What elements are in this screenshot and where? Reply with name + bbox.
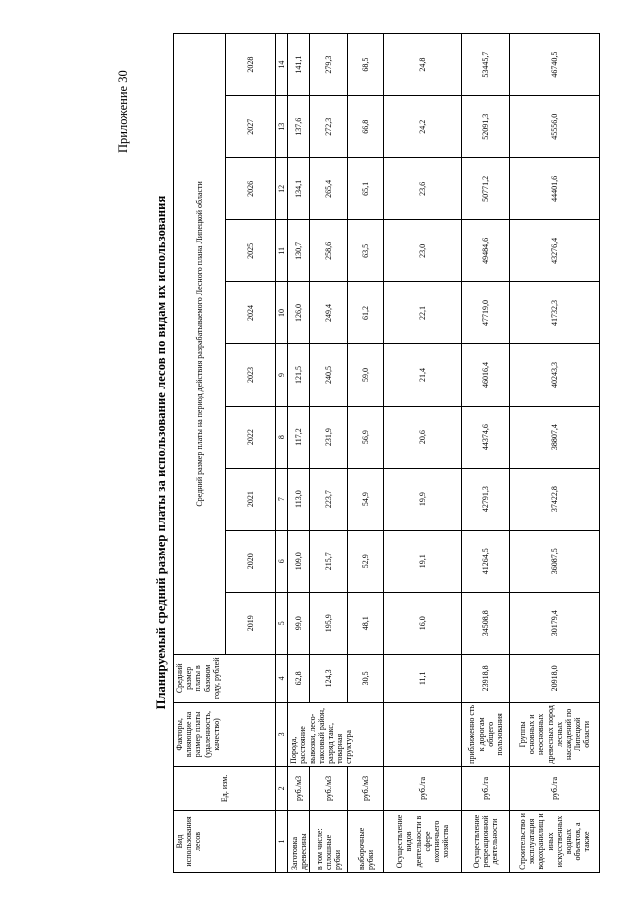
row-year-value: 231,9 xyxy=(310,406,348,468)
table-row-reservoirs xyxy=(510,34,600,873)
year-header: 2024 xyxy=(226,282,276,344)
row-year-value: 19,9 xyxy=(384,468,462,530)
row-use-type: в том числе: сплошные рубки xyxy=(310,810,348,872)
row-year-value: 19,1 xyxy=(384,530,462,592)
row-year-value: 46740,5 xyxy=(510,34,600,96)
row-factor xyxy=(384,702,462,766)
year-header: 2026 xyxy=(226,158,276,220)
year-header: 2027 xyxy=(226,96,276,158)
row-year-value: 53445,7 xyxy=(462,34,510,96)
row-year-value: 130,7 xyxy=(288,220,310,282)
row-year-value: 43276,4 xyxy=(510,220,600,282)
row-year-value: 34508,8 xyxy=(462,592,510,654)
row-base-value: 62,8 xyxy=(288,654,310,702)
column-number: 9 xyxy=(276,344,288,406)
row-year-value: 258,6 xyxy=(310,220,348,282)
row-year-value: 37422,8 xyxy=(510,468,600,530)
column-number: 12 xyxy=(276,158,288,220)
column-number: 5 xyxy=(276,592,288,654)
row-year-value: 44374,6 xyxy=(462,406,510,468)
row-year-value: 117,2 xyxy=(288,406,310,468)
column-number: 7 xyxy=(276,468,288,530)
year-header: 2028 xyxy=(226,34,276,96)
row-base-value: 23918,8 xyxy=(462,654,510,702)
row-year-value: 41264,5 xyxy=(462,530,510,592)
row-year-value: 50771,2 xyxy=(462,158,510,220)
table-row-timber-harvest xyxy=(288,34,310,873)
column-number: 2 xyxy=(276,766,288,810)
row-year-value: 195,9 xyxy=(310,592,348,654)
year-header: 2023 xyxy=(226,344,276,406)
row-factor: приближенно сть к дорогам общего пользования xyxy=(462,702,510,766)
row-year-value: 66,8 xyxy=(348,96,384,158)
row-year-value: 21,4 xyxy=(384,344,462,406)
row-year-value: 121,5 xyxy=(288,344,310,406)
row-year-value: 46016,4 xyxy=(462,344,510,406)
row-year-value: 45556,0 xyxy=(510,96,600,158)
row-year-value: 40243,3 xyxy=(510,344,600,406)
row-unit: руб./га xyxy=(384,766,462,810)
year-header: 2021 xyxy=(226,468,276,530)
row-year-value: 52,9 xyxy=(348,530,384,592)
row-year-value: 215,7 xyxy=(310,530,348,592)
row-year-value: 113,0 xyxy=(288,468,310,530)
row-year-value: 223,7 xyxy=(310,468,348,530)
column-number: 13 xyxy=(276,96,288,158)
row-factor-shared: Порода, расстояние вывозки, лесо-таксовый район, разряд такс, товарная структура xyxy=(288,702,384,766)
row-year-value: 42791,3 xyxy=(462,468,510,530)
row-year-value: 240,5 xyxy=(310,344,348,406)
row-base-value: 20918,0 xyxy=(510,654,600,702)
row-year-value: 36087,5 xyxy=(510,530,600,592)
row-year-value: 52091,3 xyxy=(462,96,510,158)
row-year-value: 126,0 xyxy=(288,282,310,344)
fee-table xyxy=(173,33,600,873)
row-base-value: 11,1 xyxy=(384,654,462,702)
document-title: Планируемый средний размер платы за использование лесов по видам их использования xyxy=(154,195,168,710)
row-year-value: 16,0 xyxy=(384,592,462,654)
header-factors: Факторы, влияющие на размер платы (удаленность, качество) xyxy=(174,702,276,766)
row-use-type: Строительство и эксплуатация водохранилищ и иных искусственных водных объектов, а также xyxy=(510,810,600,872)
row-use-type: выборочные рубки xyxy=(348,810,384,872)
row-unit: руб./га xyxy=(462,766,510,810)
row-year-value: 41732,3 xyxy=(510,282,600,344)
table-row-recreation xyxy=(462,34,510,873)
row-use-type: Заготовка древесины xyxy=(288,810,310,872)
column-number: 14 xyxy=(276,34,288,96)
row-year-value: 272,3 xyxy=(310,96,348,158)
row-year-value: 44401,6 xyxy=(510,158,600,220)
row-base-value: 30,5 xyxy=(348,654,384,702)
row-year-value: 265,4 xyxy=(310,158,348,220)
row-unit: руб./м3 xyxy=(288,766,310,810)
row-year-value: 24,8 xyxy=(384,34,462,96)
row-year-value: 38807,4 xyxy=(510,406,600,468)
row-unit: руб./м3 xyxy=(310,766,348,810)
row-factor: Группы основных и неосновных древесных пород лесных насаждений по Липецкой области xyxy=(510,702,600,766)
year-header: 2022 xyxy=(226,406,276,468)
row-year-value: 23,0 xyxy=(384,220,462,282)
row-year-value: 68,5 xyxy=(348,34,384,96)
column-numbers-row xyxy=(276,34,288,873)
row-year-value: 141,1 xyxy=(288,34,310,96)
column-number: 11 xyxy=(276,220,288,282)
row-use-type: Осуществление видов деятельности в сфере охотничьего хозяйства xyxy=(384,810,462,872)
row-year-value: 30179,4 xyxy=(510,592,600,654)
header-base-year-fee: Средний размер платы в базовом году, рублей xyxy=(174,654,276,702)
row-year-value: 65,1 xyxy=(348,158,384,220)
appendix-label: Приложение 30 xyxy=(116,70,130,153)
row-year-value: 99,0 xyxy=(288,592,310,654)
row-base-value: 124,3 xyxy=(310,654,348,702)
row-year-value: 59,0 xyxy=(348,344,384,406)
header-row-main xyxy=(174,34,226,873)
column-number: 10 xyxy=(276,282,288,344)
year-header: 2019 xyxy=(226,592,276,654)
header-period: Средний размер платы на период действия разрабатываемого Лесного плана Липецкой области xyxy=(174,34,226,655)
row-year-value: 134,1 xyxy=(288,158,310,220)
row-year-value: 48,1 xyxy=(348,592,384,654)
row-year-value: 23,6 xyxy=(384,158,462,220)
row-year-value: 61,2 xyxy=(348,282,384,344)
row-year-value: 20,6 xyxy=(384,406,462,468)
column-number: 3 xyxy=(276,702,288,766)
column-number: 6 xyxy=(276,530,288,592)
year-header: 2025 xyxy=(226,220,276,282)
row-year-value: 47719,0 xyxy=(462,282,510,344)
row-year-value: 63,5 xyxy=(348,220,384,282)
row-year-value: 54,9 xyxy=(348,468,384,530)
column-number: 4 xyxy=(276,654,288,702)
row-unit: руб./м3 xyxy=(348,766,384,810)
row-year-value: 22,1 xyxy=(384,282,462,344)
row-year-value: 24,2 xyxy=(384,96,462,158)
row-year-value: 109,0 xyxy=(288,530,310,592)
row-year-value: 56,9 xyxy=(348,406,384,468)
table-row-hunting xyxy=(384,34,462,873)
column-number: 8 xyxy=(276,406,288,468)
header-unit: Ед. изм. xyxy=(174,766,276,810)
row-unit: руб./га xyxy=(510,766,600,810)
year-header: 2020 xyxy=(226,530,276,592)
row-year-value: 49484,6 xyxy=(462,220,510,282)
column-number: 1 xyxy=(276,810,288,872)
row-year-value: 279,3 xyxy=(310,34,348,96)
row-year-value: 249,4 xyxy=(310,282,348,344)
row-use-type: Осуществление рекреационной деятельности xyxy=(462,810,510,872)
header-use-type: Вид использования лесов xyxy=(174,810,276,872)
row-year-value: 137,6 xyxy=(288,96,310,158)
